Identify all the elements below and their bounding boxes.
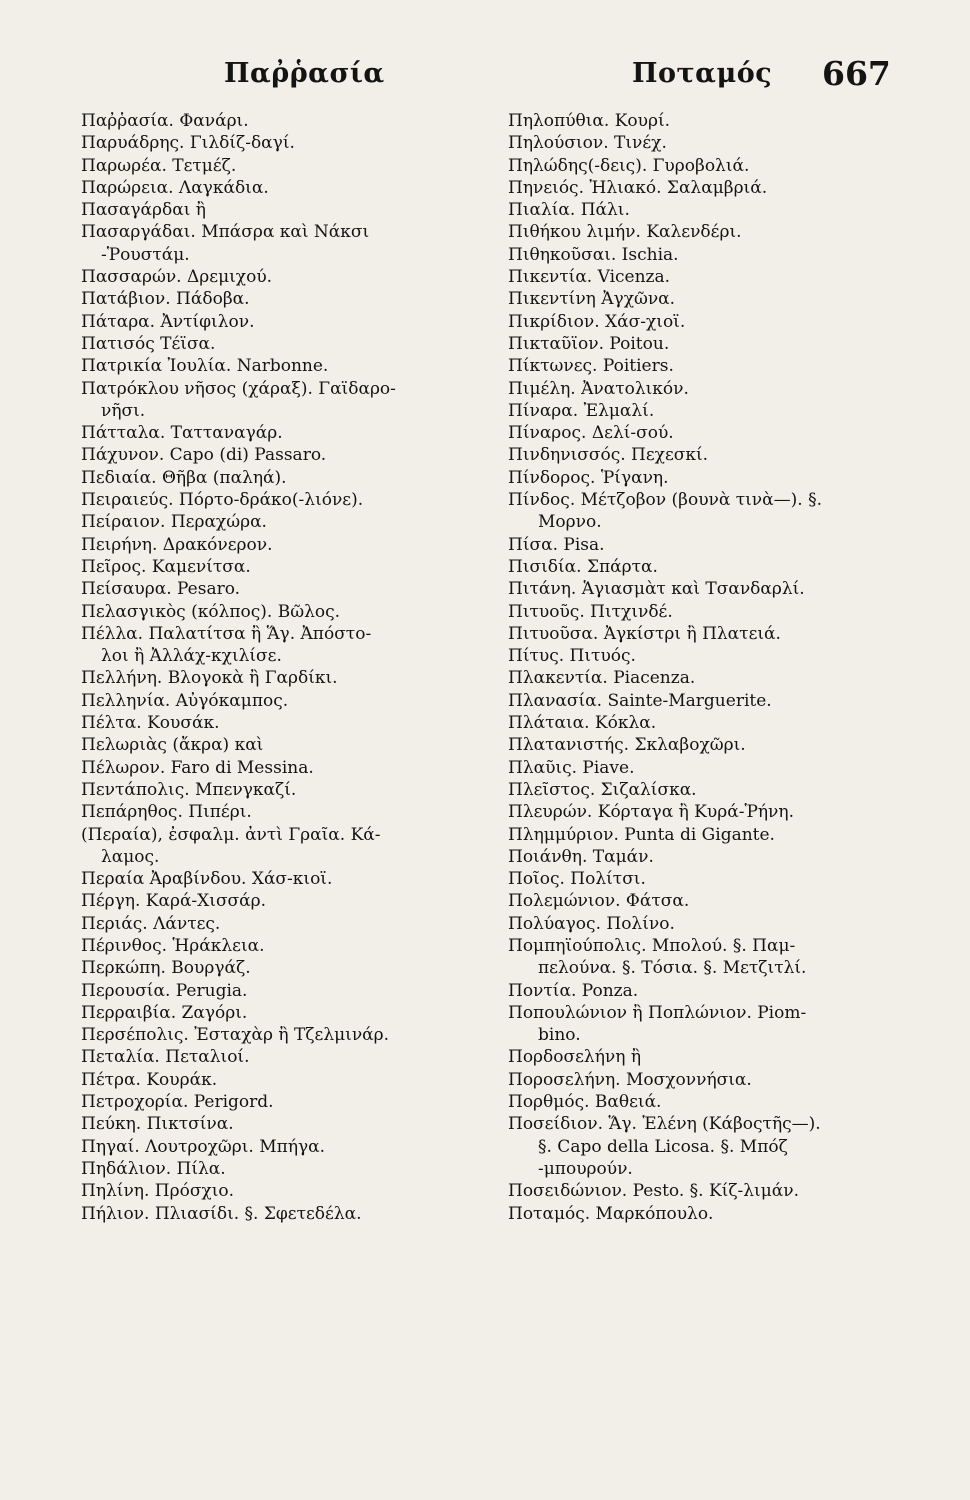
gazetteer-entry: Πομπηϊούπολις. Μπολού. §. Παμ- <box>508 935 796 956</box>
right-column <box>508 110 908 1225</box>
gazetteer-entry: Περιάς. Λάντες. <box>81 913 221 934</box>
gazetteer-entry: Πιθηκοῦσαι. Ischia. <box>508 244 679 265</box>
gazetteer-entry: Πεπάρηθος. Πιπέρι. <box>81 802 252 823</box>
gazetteer-entry: Πλάταια. Κόκλα. <box>508 713 657 734</box>
entry-continuation-line: Μορνο. <box>538 512 602 533</box>
gazetteer-entry: Πατισός Τέϊσα. <box>81 333 216 354</box>
gazetteer-entry: Πεντάπολις. Μπενγκαζί. <box>81 779 297 800</box>
gazetteer-entry: Περουσία. Perugia. <box>81 980 248 1001</box>
gazetteer-entry: Πατάβιον. Πάδοβα. <box>81 289 250 310</box>
gazetteer-entry: Πέλτα. Κουσάκ. <box>81 713 220 734</box>
left-column <box>81 110 499 1225</box>
gazetteer-entry: Πολύαγος. Πολίνο. <box>508 913 675 934</box>
gazetteer-entry: Πείραιον. Περαχώρα. <box>81 512 267 533</box>
gazetteer-entry: Πηγαί. Λουτροχῶρι. Μπήγα. <box>81 1136 326 1157</box>
gazetteer-entry: Πελασγικὸς (κόλπος). Βῶλος. <box>81 601 341 622</box>
gazetteer-entry: Πίτυς. Πιτυός. <box>508 646 636 667</box>
gazetteer-entry: Πηδάλιον. Πίλα. <box>81 1158 226 1179</box>
gazetteer-entry: Παρυάδρης. Γιλδίζ-δαγί. <box>81 133 295 154</box>
gazetteer-entry: Πλατανιστής. Σκλαβοχῶρι. <box>508 735 746 756</box>
gazetteer-entry: Πεδιαία. Θῆβα (παληά). <box>81 467 287 488</box>
gazetteer-entry: Πασαργάδαι. Μπάσρα καὶ Νάκσι <box>81 222 370 243</box>
gazetteer-entry: Πίνδορος. Ῥίγανη. <box>508 467 669 488</box>
gazetteer-entry: Ποταμός. Μαρκόπουλο. <box>508 1203 714 1224</box>
gazetteer-entry: Ποροσελήνη. Μοσχοννήσια. <box>508 1069 752 1090</box>
gazetteer-entry: Ποπουλώνιον ἢ Ποπλώνιον. Piom- <box>508 1002 807 1023</box>
gazetteer-entry: Πλακεντία. Piacenza. <box>508 668 696 689</box>
gazetteer-entry: (Περαία), ἐσφαλμ. ἀντὶ Γραῖα. Κά- <box>81 824 381 845</box>
gazetteer-entry: Πήλιον. Πλιασίδι. §. Σφετεδέλα. <box>81 1203 362 1224</box>
gazetteer-entry: Πάχυνον. Capo (di) Passaro. <box>81 445 327 466</box>
gazetteer-entry: Πλευρών. Κόρταγα ἢ Κυρά-Ῥήνη. <box>508 802 794 823</box>
gazetteer-entry: Πινδηνισσός. Πεχεσκί. <box>508 445 709 466</box>
gazetteer-entry: Πέλλα. Παλατίτσα ἢ Ἅγ. Ἀπόστο- <box>81 623 372 644</box>
gazetteer-entry: Πίσα. Pisa. <box>508 534 605 555</box>
gazetteer-entry: Πλανασία. Sainte-Marguerite. <box>508 690 772 711</box>
gazetteer-entry: Πιτάνη. Ἁγιασμὰτ καὶ Τσανδαρλί. <box>508 579 805 600</box>
gazetteer-entry: Πικεντίνη Ἀγχῶνα. <box>508 289 676 310</box>
gazetteer-entry: Πειραιεύς. Πόρτο-δράκο(-λιόνε). <box>81 490 364 511</box>
gazetteer-entry: Πορδοσελήνη ἢ <box>508 1047 642 1068</box>
gazetteer-entry: Πείσαυρα. Pesaro. <box>81 579 241 600</box>
gazetteer-entry: Περκώπη. Βουργάζ. <box>81 958 251 979</box>
gazetteer-entry: Πικρίδιον. Χάσ-χιοϊ. <box>508 311 686 332</box>
running-head-left: Παῤῥασία <box>224 58 385 89</box>
gazetteer-entry: Πεταλία. Πεταλιοί. <box>81 1047 250 1068</box>
page-number: 667 <box>822 54 891 93</box>
gazetteer-entry: Πατρόκλου νῆσος (χάραξ). Γαϊδαρο- <box>81 378 396 399</box>
gazetteer-entry: Ποντία. Ponza. <box>508 980 639 1001</box>
gazetteer-entry: Πορθμός. Βαθειά. <box>508 1092 662 1113</box>
entry-continuation-line: §. Capo della Licosa. §. Μπόζ <box>538 1136 788 1157</box>
gazetteer-entry: Πεύκη. Πικτσίνα. <box>81 1114 234 1135</box>
gazetteer-entry: Πηλώδης(-δεις). Γυροβολιά. <box>508 155 750 176</box>
entry-continuation-line: πελούνα. §. Τόσια. §. Μετζιτλί. <box>538 958 807 979</box>
gazetteer-entry: Πιαλία. Πάλι. <box>508 200 630 221</box>
gazetteer-entry: Πελωριὰς (ἄκρα) καὶ <box>81 735 264 756</box>
gazetteer-entry: Πιτυοῦς. Πιτχινδέ. <box>508 601 673 622</box>
gazetteer-entry: Πιθήκου λιμήν. Καλενδέρι. <box>508 222 742 243</box>
gazetteer-entry: Πάταρα. Ἀντίφιλον. <box>81 311 255 332</box>
entry-continuation-line: bino. <box>538 1025 581 1046</box>
running-head-right: Ποταμός <box>632 58 773 89</box>
gazetteer-entry: Πίνδος. Μέτζοβον (βουνὰ τινὰ—). §. <box>508 490 822 511</box>
gazetteer-entry: Πίναρα. Ἐλμαλί. <box>508 400 655 421</box>
gazetteer-entry: Πασσαρών. Δρεμιχού. <box>81 267 273 288</box>
gazetteer-entry: Πικεντία. Vicenza. <box>508 267 671 288</box>
gazetteer-entry: Πηνειός. Ἠλιακό. Σαλαμβριά. <box>508 177 768 198</box>
gazetteer-entry: Πελλήνη. Βλογοκὰ ἢ Γαρδίκι. <box>81 668 338 689</box>
gazetteer-entry: Πέλωρον. Faro di Messina. <box>81 757 314 778</box>
gazetteer-entry: Πιτυοῦσα. Ἀγκίστρι ἢ Πλατειά. <box>508 623 781 644</box>
gazetteer-entry: Πασαγάρδαι ἢ <box>81 200 206 221</box>
gazetteer-entry: Πίναρος. Δελί-σού. <box>508 423 674 444</box>
gazetteer-entry: Περαία Ἀραβίνδου. Χάσ-κιοϊ. <box>81 869 333 890</box>
gazetteer-entry: Παρωρέα. Τετμέζ. <box>81 155 237 176</box>
gazetteer-entry: Πισιδία. Σπάρτα. <box>508 556 658 577</box>
gazetteer-entry: Πλημμύριον. Punta di Gigante. <box>508 824 775 845</box>
gazetteer-entry: Πλαῦις. Piave. <box>508 757 635 778</box>
entry-continuation-line: -μπουρούν. <box>538 1158 633 1179</box>
gazetteer-entry: Πελληνία. Αὐγόκαμπος. <box>81 690 289 711</box>
gazetteer-entry: Περραιβία. Ζαγόρι. <box>81 1002 248 1023</box>
gazetteer-entry: Πίκτωνες. Poitiers. <box>508 356 674 377</box>
gazetteer-entry: Πιμέλη. Ἀνατολικόν. <box>508 378 689 399</box>
gazetteer-entry: Πετροχορία. Perigord. <box>81 1092 274 1113</box>
gazetteer-entry: Πηλοπύθια. Κουρί. <box>508 111 671 131</box>
gazetteer-entry: Πλεῖστος. Σιζαλίσκα. <box>508 779 697 800</box>
gazetteer-entry: Πατρικία Ἰουλία. Narbonne. <box>81 356 329 377</box>
gazetteer-entry: Πειρήνη. Δρακόνερον. <box>81 534 273 555</box>
gazetteer-entry: Παῤῥασία. Φανάρι. <box>81 111 249 131</box>
gazetteer-entry: Ποσείδιον. Ἅγ. Ἑλένη (Κάβοςτῆς—). <box>508 1114 821 1135</box>
entry-continuation-line: λαμος. <box>101 846 160 867</box>
gazetteer-entry: Πολεμώνιον. Φάτσα. <box>508 891 690 912</box>
entry-continuation-line: νῆσι. <box>101 400 146 421</box>
gazetteer-entry: Πέρινθος. Ἡράκλεια. <box>81 935 265 956</box>
gazetteer-entry: Ποῖος. Πολίτσι. <box>508 869 646 890</box>
gazetteer-entry: Πηλούσιον. Τινέχ. <box>508 133 667 154</box>
entry-continuation-line: -Ῥουστάμ. <box>101 244 190 265</box>
gazetteer-entry: Πηλίνη. Πρόσχιο. <box>81 1181 235 1202</box>
gazetteer-entry: Πέτρα. Κουράκ. <box>81 1069 218 1090</box>
gazetteer-entry: Πάτταλα. Τατταναγάρ. <box>81 423 283 444</box>
gazetteer-entry: Ποιάνθη. Ταμάν. <box>508 846 654 867</box>
gazetteer-entry: Πεῖρος. Καμενίτσα. <box>81 556 251 577</box>
gazetteer-entry: Ποσειδώνιον. Pesto. §. Κίζ-λιμάν. <box>508 1181 799 1202</box>
gazetteer-entry: Πικταῦϊον. Poitou. <box>508 333 670 354</box>
gazetteer-entry: Περσέπολις. Ἐσταχὰρ ἢ Τζελμινάρ. <box>81 1025 390 1046</box>
entry-continuation-line: λοι ἢ Ἀλλάχ-κχιλίσε. <box>101 646 282 667</box>
gazetteer-entry: Παρώρεια. Λαγκάδια. <box>81 177 269 198</box>
gazetteer-entry: Πέργη. Καρά-Χισσάρ. <box>81 891 267 912</box>
